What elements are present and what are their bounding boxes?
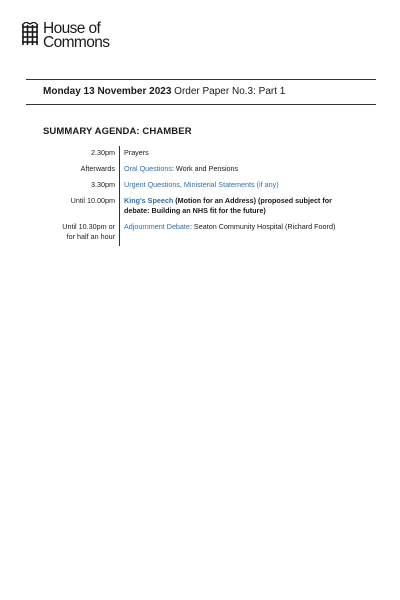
agenda-row [43, 146, 343, 162]
logo-line-1: House of [43, 20, 101, 37]
adjournment-debate-link[interactable]: Adjournment Debate [124, 222, 190, 231]
logo-wordmark [43, 22, 109, 49]
house-of-commons-logo [20, 22, 109, 49]
portcullis-icon [20, 22, 40, 46]
agenda-item-text: : Work and Pensions [171, 164, 239, 173]
agenda-row [43, 194, 343, 220]
agenda-row [43, 162, 343, 178]
agenda-time [43, 220, 119, 246]
agenda-time-line: 3.30pm [91, 180, 115, 189]
agenda-time-line: Afterwards [80, 164, 115, 173]
urgent-questions-link[interactable]: Urgent Questions, Ministerial Statements (if any) [124, 180, 279, 189]
kings-speech-link[interactable]: King's Speech [124, 196, 174, 205]
header-date: Monday 13 November 2023 [43, 86, 172, 97]
agenda-time [43, 194, 119, 220]
agenda-time-line: Until 10.00pm [70, 196, 115, 205]
oral-questions-link[interactable]: Oral Questions [124, 164, 172, 173]
agenda-item [119, 194, 343, 220]
logo-line-2: Commons [43, 33, 110, 51]
agenda-time-line: 2.30pm [91, 148, 115, 157]
agenda-item-text: Prayers [124, 148, 149, 157]
agenda-item-text: (Motion for an Address) (proposed subject for debate: Building an NHS fit for the future) [124, 196, 332, 215]
order-paper-header [43, 86, 285, 97]
agenda-item [119, 146, 343, 162]
agenda-time [43, 162, 119, 178]
section-title: SUMMARY AGENDA: CHAMBER [43, 126, 192, 137]
agenda-item [119, 220, 343, 246]
agenda-time-line: for half an hour [66, 232, 115, 241]
agenda-item [119, 178, 343, 194]
agenda-time-line: Until 10.30pm or [62, 222, 115, 231]
agenda-row [43, 220, 343, 246]
summary-agenda [43, 146, 343, 246]
header-top-rule [26, 79, 376, 80]
agenda-time [43, 178, 119, 194]
agenda-time [43, 146, 119, 162]
header-bottom-rule [26, 104, 376, 105]
agenda-item-text: : Seaton Community Hospital (Richard Foord) [189, 222, 336, 231]
agenda-row [43, 178, 343, 194]
header-title: Order Paper No.3: Part 1 [171, 86, 286, 97]
agenda-item [119, 162, 343, 178]
